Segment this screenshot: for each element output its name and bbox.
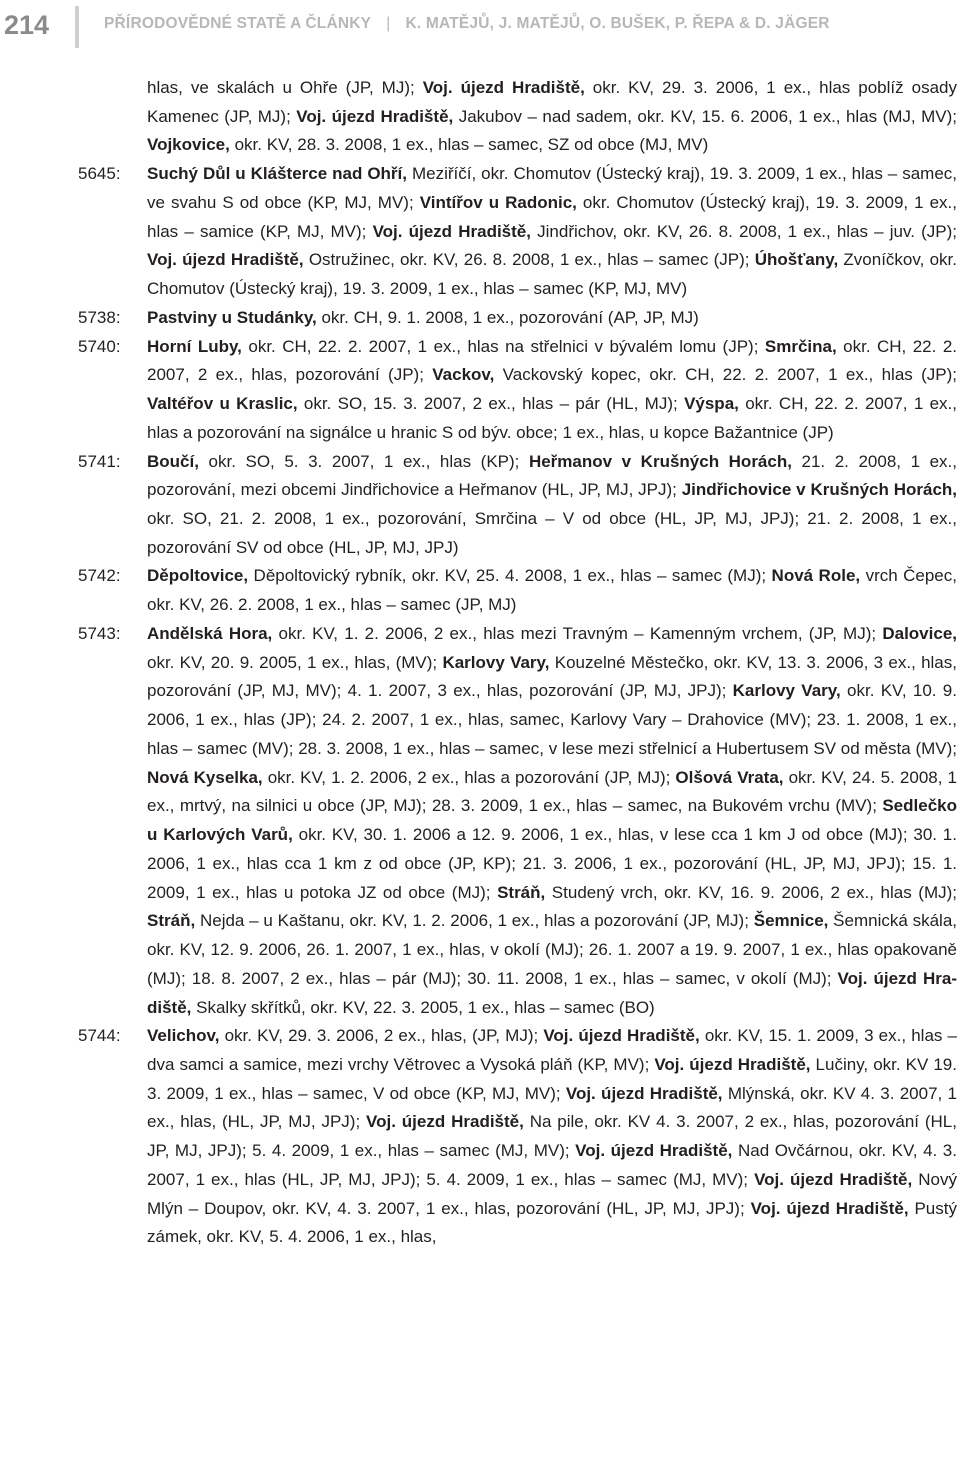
record-number: 5740: <box>78 336 121 356</box>
header-divider <box>75 6 79 48</box>
record-detail: okr. Chomutov (Ústecký kraj), 19. 3. 2009, 1 ex., hlas – samice (KP, MJ, MV); <box>147 192 958 241</box>
locality-name: Voj. újezd Hradiště, <box>147 250 304 270</box>
record-text <box>147 333 957 448</box>
locality-name: Voj. újezd Hradiště, <box>654 1054 811 1074</box>
locality-name: Valtéřov u Kraslic, <box>147 394 298 414</box>
locality-name: Voj. újezd Hradiště, <box>575 1141 733 1161</box>
locality-name: Voj. újezd Hradiště, <box>372 221 531 241</box>
locality-name: Voj. újezd Hradiště, <box>565 1083 723 1103</box>
locality-name: Voj. újezd Hradiště, <box>296 106 454 126</box>
record-detail: Zvoníčkov, okr. Chomutov (Ústecký kraj), 19. 3. 2009, 1 ex., hlas – samec (KP, MJ, MV) <box>147 250 957 299</box>
locality-name: Olšová Vrata, <box>675 767 784 787</box>
locality-name: Andělská Hora, <box>147 623 273 643</box>
locality-name: Výspa, <box>684 394 739 414</box>
record-detail: Meziříčí, okr. Chomutov (Ústecký kraj), 19. 3. 2009, 1 ex., hlas – samec, ve svahu S od obce (KP, MJ, MV); <box>147 164 958 212</box>
record-detail: okr. KV, 30. 1. 2006 a 12. 9. 2006, 1 ex., hlas, v lese cca 1 km J od obce (MJ); 30. 1. 2006, 1 ex., hlas cca 1 km z od obce (JP, KP); 21. 3. 2006, 1 ex., pozorování (HL, JP, MJ, JPJ); 15. 1. 2009, 1 ex., hlas u potoka JZ od obce (MJ); <box>147 825 957 902</box>
locality-name: Voj. újezd Hradiště, <box>366 1112 524 1132</box>
record-number: 5744: <box>78 1026 121 1046</box>
locality-name: Velichov, <box>147 1026 220 1046</box>
record-detail: Studený vrch, okr. KV, 16. 9. 2006, 2 ex., hlas (MJ); <box>545 882 957 902</box>
journal-section: PŘÍRODOVĚDNÉ STATĚ A ČLÁNKY <box>104 15 372 32</box>
locality-name: Nová Role, <box>771 566 861 586</box>
record-text <box>147 160 957 304</box>
record-detail: Jindřichov, okr. KV, 26. 8. 2008, 1 ex., hlas – juv. (JP); <box>530 221 957 241</box>
locality-name: Vojkovice, <box>147 135 230 155</box>
title-separator: | <box>386 15 391 32</box>
record-detail: okr. KV, 20. 9. 2005, 1 ex., hlas, (MV); <box>147 652 443 672</box>
record-detail: okr. CH, 22. 2. 2007, 1 ex., hlas na střelnici v bývalém lomu (JP); <box>241 336 765 356</box>
locality-name: Karlovy Vary, <box>442 652 550 672</box>
record-detail: Lučiny, okr. KV 19. 3. 2009, 1 ex., hlas – samec, V od obce (KP, MJ, MV); <box>147 1054 957 1103</box>
record-detail: Na pile, okr. KV 4. 3. 2007, 2 ex., hlas, pozorování (HL, JP, MJ, JPJ); 5. 4. 2009, 1 ex., hlas – samec (MJ, MV); <box>147 1112 957 1161</box>
record-detail: okr. KV, 29. 3. 2006, 1 ex., hlas poblíž osady Kamenec (JP, MJ); <box>147 78 957 126</box>
record-detail: okr. KV, 1. 2. 2006, 2 ex., hlas a pozorování (JP, MJ); <box>262 767 676 787</box>
locality-name: Suchý Důl u Klášterce nad Ohří, <box>147 164 407 184</box>
record-detail: Šemnická skála, okr. KV, 12. 9. 2006, 26. 1. 2007, 1 ex., hlas, v okolí (MJ); 26. 1. 2007 a 19. 9. 2007, 1 ex., hlas opakovaně (MJ); 18. 8. 2007, 2 ex., hlas – pár (MJ); 30. 11. 2008, 1 ex., hlas – samec, v okolí (MJ); <box>147 911 958 988</box>
record-entry <box>0 1022 960 1252</box>
running-header <box>0 0 960 60</box>
record-text <box>147 74 957 160</box>
record-entry <box>0 304 960 333</box>
record-detail: hlas, ve skalách u Ohře (JP, MJ); <box>147 78 423 97</box>
locality-name: Šemnice, <box>753 911 829 931</box>
locality-name: Voj. újezd Hradiště, <box>543 1026 700 1046</box>
record-detail: Pustý zámek, okr. KV, 5. 4. 2006, 1 ex., hlas, <box>147 1198 957 1247</box>
record-detail: Nový Mlýn – Doupov, okr. KV, 4. 3. 2007, 1 ex., hlas, pozorování (HL, JP, MJ, JPJ); <box>147 1169 957 1218</box>
record-detail: Skalky skřítků, okr. KV, 22. 3. 2005, 1 ex., hlas – samec (BO) <box>191 997 655 1017</box>
record-entry <box>0 448 960 563</box>
locality-name: Heřmanov v Krušných Horách, <box>528 451 792 471</box>
record-number: 5742: <box>78 566 121 586</box>
locality-name: Vackov, <box>432 365 495 385</box>
record-entry <box>0 160 960 304</box>
locality-name: Voj. újezd Hradiště, <box>754 1169 913 1189</box>
locality-name: Horní Luby, <box>147 336 242 356</box>
record-entry <box>0 74 960 160</box>
record-text <box>147 1022 957 1252</box>
record-detail: okr. SO, 21. 2. 2008, 1 ex., pozorování, Smrčina – V od obce (HL, JP, MJ, JPJ); 21. 2. 2008, 1 ex., pozorování SV od obce (HL, JP, MJ, JPJ) <box>147 509 957 557</box>
record-detail: Jakubov – nad sadem, okr. KV, 15. 6. 2006, 1 ex., hlas (MJ, MV); <box>453 106 957 126</box>
record-detail: 21. 2. 2008, 1 ex., pozorování, mezi obcemi Jindřichovice a Heřmanov (HL, JP, MJ, JPJ); <box>147 451 957 500</box>
authors: K. MATĚJŮ, J. MATĚJŮ, O. BUŠEK, P. ŘEPA & D. JÄGER <box>405 15 830 32</box>
record-detail: okr. KV, 29. 3. 2006, 2 ex., hlas, (JP, MJ); <box>219 1026 544 1046</box>
page-number: 214 <box>4 10 50 40</box>
locality-name: Stráň, <box>497 882 546 902</box>
locality-name: Boučí, <box>147 451 199 471</box>
record-text <box>147 562 957 619</box>
record-text <box>147 304 957 333</box>
locality-name: Stráň, <box>147 911 196 931</box>
locality-name: Nová Kyselka, <box>147 767 263 787</box>
record-number: 5741: <box>78 451 121 471</box>
record-detail: okr. KV, 10. 9. 2006, 1 ex., hlas (JP); 24. 2. 2007, 1 ex., hlas, samec, Karlovy Vary – Drahovice (MV); 23. 1. 2008, 1 ex., hlas – samec (MV); 28. 3. 2008, 1 ex., hlas – samec, v lese mezi střelnicí a Hubertusem SV od města (MV); <box>147 681 957 758</box>
record-detail: Mlýnská, okr. KV 4. 3. 2007, 1 ex., hlas, (HL, JP, MJ, JPJ); <box>147 1083 957 1132</box>
locality-name: Voj. újezd Hradiště, <box>750 1198 909 1218</box>
record-detail: okr. CH, 22. 2. 2007, 1 ex., hlas a pozorování na signálce u hranic S od býv. obce; 1 ex., hlas, u kopce Bažantnice (JP) <box>147 394 958 442</box>
record-entry <box>0 333 960 448</box>
record-number: 5645: <box>78 164 121 184</box>
record-detail: Ostružinec, okr. KV, 26. 8. 2008, 1 ex., hlas – samec (JP); <box>303 250 755 270</box>
locality-name: Vintířov u Radonic, <box>419 192 577 212</box>
record-detail: okr. CH, 22. 2. 2007, 2 ex., hlas, pozorování (JP); <box>147 336 957 385</box>
record-detail: okr. KV, 1. 2. 2006, 2 ex., hlas mezi Travným – Kamenným vrchem, (JP, MJ); <box>272 623 883 643</box>
locality-name: Úhošťany, <box>754 250 839 270</box>
record-detail: Vackovský kopec, okr. CH, 22. 2. 2007, 1 ex., hlas (JP); <box>494 365 957 385</box>
locality-name: Voj. újezd Hradiště, <box>422 78 585 97</box>
record-detail: Nejda – u Kaštanu, okr. KV, 1. 2. 2006, 1 ex., hlas a pozorování (JP, MJ); <box>195 911 754 931</box>
record-detail: okr. SO, 5. 3. 2007, 1 ex., hlas (KP); <box>198 451 529 471</box>
record-number: 5743: <box>78 623 121 643</box>
locality-name: Dalovice, <box>882 623 957 643</box>
record-text <box>147 448 957 563</box>
locality-name: Smrčina, <box>764 336 837 356</box>
record-detail: okr. CH, 9. 1. 2008, 1 ex., pozorování (AP, JP, MJ) <box>316 307 699 327</box>
record-number: 5738: <box>78 307 121 327</box>
locality-name: Pastviny u Studánky, <box>147 307 317 327</box>
running-title <box>104 15 830 33</box>
locality-name: Jindřichovice v Krušných Horách, <box>681 480 958 500</box>
record-detail: okr. KV, 28. 3. 2008, 1 ex., hlas – samec, SZ od obce (MJ, MV) <box>229 135 709 155</box>
record-entry <box>0 620 960 1022</box>
records-body <box>0 74 960 1252</box>
record-detail: okr. KV, 15. 1. 2009, 3 ex., hlas – dva samci a samice, mezi vrchy Větrovec a Vysoká pláň (KP, MV); <box>147 1026 957 1074</box>
locality-name: Karlovy Vary, <box>732 681 841 701</box>
record-detail: okr. KV, 24. 5. 2008, 1 ex., mrtvý, na silnici u obce (JP, MJ); 28. 3. 2009, 1 ex., hlas – samec, na Bukovém vrchu (MV); <box>147 767 957 816</box>
record-detail: Nad Ovčárnou, okr. KV, 4. 3. 2007, 1 ex., hlas (HL, JP, MJ, JPJ); 5. 4. 2009, 1 ex., hlas – samec (MJ, MV); <box>147 1141 957 1189</box>
record-entry <box>0 562 960 619</box>
locality-name: Voj. újezd Hradiště, <box>147 968 957 1017</box>
record-detail: Děpoltovický rybník, okr. KV, 25. 4. 2008, 1 ex., hlas – samec (MJ); <box>248 566 772 586</box>
record-text <box>147 620 957 1022</box>
locality-name: Děpoltovice, <box>147 566 249 586</box>
record-detail: vrch Čepec, okr. KV, 26. 2. 2008, 1 ex., hlas – samec (JP, MJ) <box>147 566 957 615</box>
record-detail: Kouzelné Městečko, okr. KV, 13. 3. 2006, 3 ex., hlas, pozorování (JP, MJ, MV); 4. 1. 2007, 3 ex., hlas, pozorování (JP, MJ, JPJ); <box>147 652 957 701</box>
locality-name: Sedlečko u Karlových Varů, <box>147 796 957 845</box>
record-detail: okr. SO, 15. 3. 2007, 2 ex., hlas – pár (HL, MJ); <box>297 394 685 414</box>
